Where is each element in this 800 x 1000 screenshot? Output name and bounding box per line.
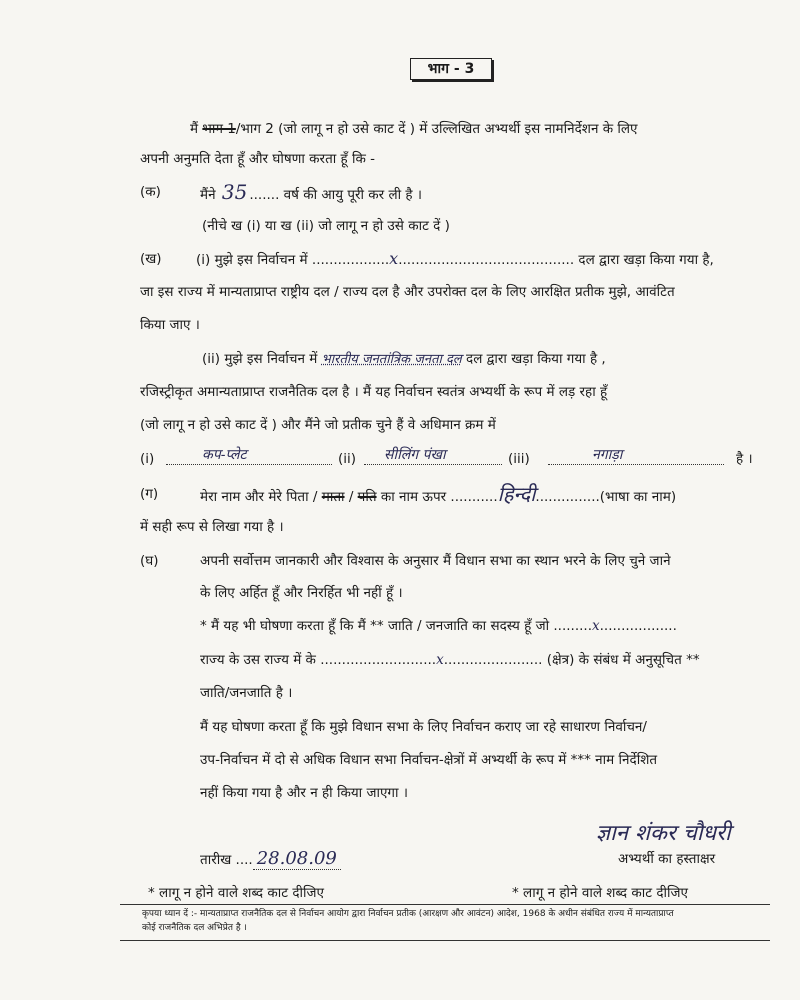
candidate-signature [592,812,800,852]
symbol-row-end: है । [736,451,753,467]
gha-l3-text-b: .................. [599,618,677,634]
gha-l3-text-a: * मैं यह भी घोषणा करता हूँ कि मैं ** जाति / जनजाति का सदस्य हूँ जो ......... [200,618,592,634]
symbol-1-handwritten: कप-प्लेट [166,446,332,465]
clause-kha-i-line [196,250,714,269]
kha-i-text-a: (i) मुझे इस निर्वाचन में .................. [196,252,390,268]
kha-ii-text-b: दल द्वारा खड़ा किया गया है , [466,351,606,367]
ga-text-b: का नाम ऊपर ........... [380,489,498,505]
gha-l4-text-a: राज्य के उस राज्य में के ........................... [200,652,437,668]
fine-print-line-2: कोई राजनैतिक दल अभिप्रेत है । [142,923,247,933]
clause-kha-i-line-2: जा इस राज्य में मान्यताप्राप्त राष्ट्रीय दल / राज्य दल है और उपरोक्त दल के लिए आरक्षित प्रतीक मुझे, आवंटित [140,284,675,300]
ga-language-handwritten: हिन्दी [497,482,536,506]
symbol-2-handwritten: सीलिंग पंखा [364,446,502,465]
clause-kha-ii-line-2: रजिस्ट्रीकृत अमान्यताप्राप्त राजनैतिक दल है । मैं यह निर्वाचन स्वतंत्र अभ्यर्थी के रूप में लड़ रहा हूँ [140,384,608,400]
clause-gha-line-8: नहीं किया गया है और न ही किया जाएगा । [200,785,408,801]
intro-text-a: मैं [190,121,203,137]
ka-age-handwritten: 35 [221,180,248,204]
ga-struck-husband: पति [357,489,377,505]
date-handwritten: 28.08.09 [253,848,341,870]
clause-gha-line-1: अपनी सर्वोत्तम जानकारी और विश्वास के अनुसार मैं विधान सभा का स्थान भरने के लिए चुने जाने [200,553,671,569]
clause-kha-ii-line-3: (जो लागू न हो उसे काट दें ) और मैंने जो प्रतीक चुने हैं वे अधिमान क्रम में [140,417,496,433]
ka-text-b: ....... वर्ष की आयु पूरी कर ली है । [249,187,423,203]
gha-l4-mark: x [436,652,444,668]
signature-text: ज्ञान शंकर चौधरी [596,821,731,846]
clause-gha-line-5: जाति/जनजाति है । [200,685,293,701]
intro-line-1 [190,120,638,138]
clause-ka-label: (क) [140,184,161,200]
kha-i-text-b: ......................................... दल द्वारा खड़ा किया गया है, [398,252,714,268]
part-label: भाग - 3 [410,58,492,80]
kha-i-party-mark: x [389,249,399,268]
date-row [200,850,341,869]
ga-struck-mother: माता [321,489,345,505]
kha-ii-text-a: (ii) मुझे इस निर्वाचन में [202,351,318,367]
clause-gha-line-4 [200,651,700,669]
clause-ka-line [200,180,423,204]
clause-ga-label: (ग) [140,486,159,502]
signature-caption: अभ्यर्थी का हस्ताक्षर [618,851,716,867]
divider-top [120,904,770,905]
clause-kha-ii-line [202,350,606,369]
clause-gha-line-3 [200,617,677,635]
symbol-1-label: (i) [140,451,155,467]
intro-line-2: अपनी अनुमति देता हूँ और घोषणा करता हूँ कि - [140,151,376,167]
intro-text-b: /भाग 2 (जो लागू न हो उसे काट दें ) में उल्लिखित अभ्यर्थी इस नामनिर्देशन के लिए [235,121,638,137]
clause-gha-line-6: मैं यह घोषणा करता हूँ कि मुझे विधान सभा के लिए निर्वाचन कराए जा रहे साधारण निर्वाचन/ [200,719,647,735]
clause-kha-i-line-3: किया जाए । [140,317,200,333]
strike-note-left: * लागू न होने वाले शब्द काट दीजिए [148,885,325,901]
ga-text-c: ...............(भाषा का नाम) [535,489,677,505]
ka-text-a: मैंने [200,187,216,203]
ga-sep: / [348,489,354,505]
date-label: तारीख .... [200,852,253,868]
clause-ga-line [200,482,677,506]
clause-gha-line-2: के लिए अर्हित हूँ और निरर्हित भी नहीं हूँ । [200,585,403,601]
clause-gha-label: (घ) [140,553,159,569]
divider-bottom [120,940,770,941]
ga-text-a: मेरा नाम और मेरे पिता / [200,489,318,505]
strike-note-right: * लागू न होने वाले शब्द काट दीजिए [512,885,689,901]
clause-kha-label: (ख) [140,251,162,267]
gha-l3-mark: x [592,618,600,634]
symbol-3-label: (iii) [508,451,530,467]
clause-ka-note: (नीचे ख (i) या ख (ii) जो लागू न हो उसे काट दें ) [202,218,450,234]
fine-print-line-1: कृपया ध्यान दें :- मान्यताप्राप्त राजनैतिक दल से निर्वाचन आयोग द्वारा निर्वाचन प्रतीक (आरक्षण और आवंटन) आदेश, 1968 के अधीन संबंधित राज्य में मान्यताप्राप्त [142,909,674,919]
clause-gha-line-7: उप-निर्वाचन में दो से अधिक विधान सभा निर्वाचन-क्षेत्रों में अभ्यर्थी के रूप में *** नाम निर्देशित [200,752,658,768]
clause-ga-line-2: में सही रूप से लिखा गया है । [140,519,284,535]
symbol-3-handwritten: नगाड़ा [548,446,724,465]
symbol-2-label: (ii) [338,451,357,467]
gha-l4-text-b: ....................... (क्षेत्र) के संबंध में अनुसूचित ** [443,652,700,668]
kha-ii-party-handwritten: भारतीय जनतांत्रिक जनता दल [321,352,462,367]
intro-struck-part: भाग 1 [202,121,236,137]
